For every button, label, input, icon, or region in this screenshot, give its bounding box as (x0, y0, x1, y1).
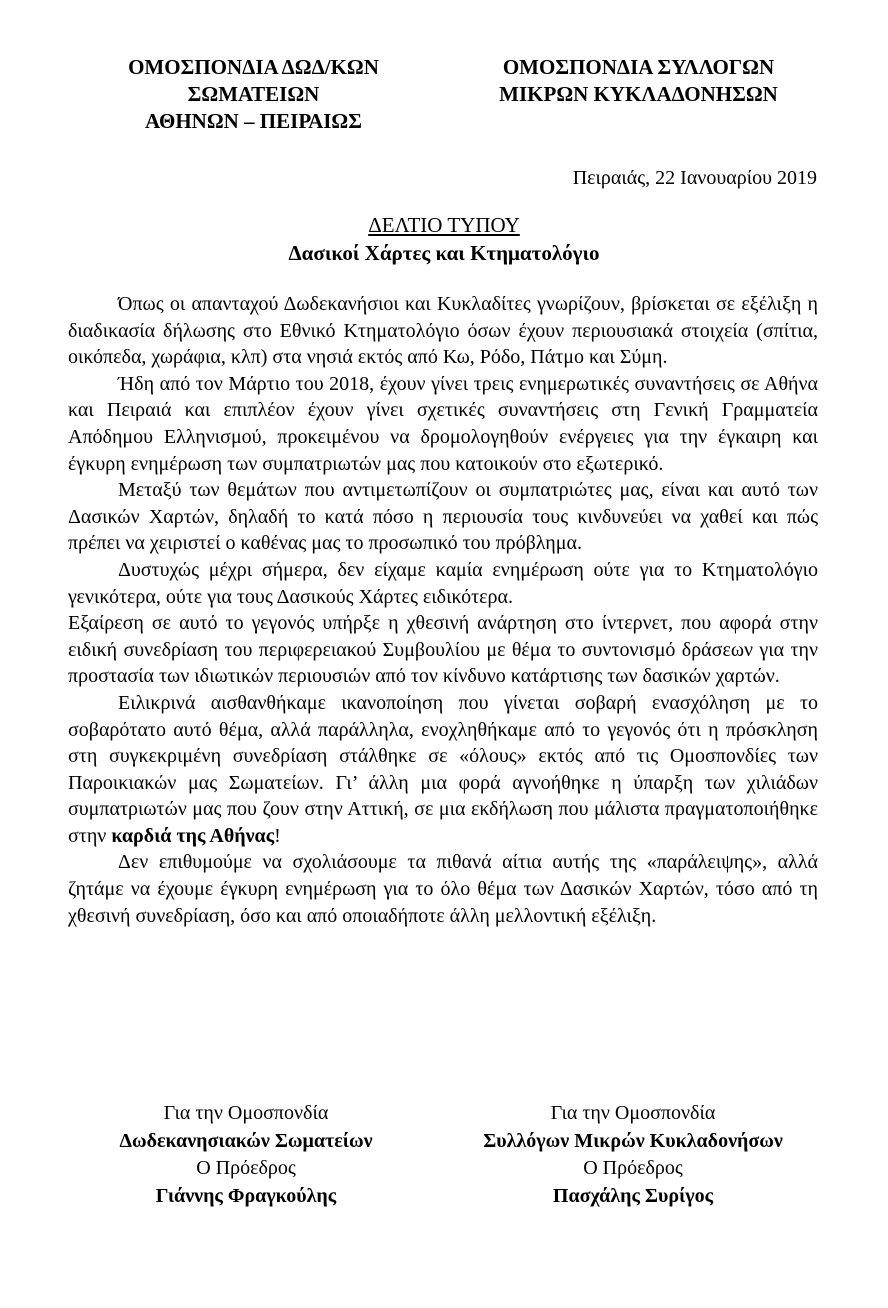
header-right-line: ΟΜΟΣΠΟΝΔΙΑ ΣΥΛΛΟΓΩΝ (502, 55, 775, 79)
header-right-federation (466, 54, 811, 108)
signature-role: Ο Πρόεδρος (583, 1157, 683, 1179)
body-paragraph (68, 690, 818, 850)
document-date: Πειραιάς, 22 Ιανουαρίου 2019 (572, 167, 817, 189)
emphasis-text: καρδιά της Αθήνας (111, 824, 275, 847)
paragraph-end: ! (274, 824, 281, 847)
body-paragraph: Δεν επιθυμούμε να σχολιάσουμε τα πιθανά αίτια αυτής της «παράλειψης», αλλά ζητάμε να έχουμε έγκυρη ενημέρωση για το όλο θέμα των Δασικών Χαρτών, τόσο από τη χθεσινή συνεδρίαση, όσο και από οποιαδήποτε άλλη μελλοντική εξέλιξη. (68, 851, 818, 927)
signature-organization: Δωδεκανησιακών Σωματείων (119, 1129, 373, 1152)
header-left-line: ΣΩΜΑΤΕΙΩΝ (187, 82, 320, 106)
body-paragraph: Δυστυχώς μέχρι σήμερα, δεν είχαμε καμία ενημέρωση ούτε για το Κτηματολόγιο γενικότερα, ούτε για τους Δασικούς Χάρτες ειδικότερα. (68, 558, 818, 608)
header-left-line: ΟΜΟΣΠΟΝΔΙΑ ΔΩΔ/ΚΩΝ (128, 55, 379, 79)
body-paragraph: Όπως οι απανταχού Δωδεκανήσιοι και Κυκλαδίτες γνωρίζουν, βρίσκεται σε εξέλιξη η διαδικασία δήλωσης στο Εθνικό Κτηματολόγιο όσων έχουν περιουσιακά στοιχεία (σπίτια, οικόπεδα, χωράφια, κλπ) στα νησιά εκτός από Κω, Ρόδο, Πάτμο και Σύμη. (68, 293, 818, 369)
body-paragraph: Ήδη από τον Μάρτιο του 2018, έχουν γίνει τρεις ενημερωτικές συναντήσεις σε Αθήνα και Πειραιά και επιπλέον έχουν γίνει σχετικές συναντήσεις στη Γενική Γραμματεία Απόδημου Ελληνισμού, προκειμένου να δρομολογηθούν ενέργειες για την έγκαιρη και έγκυρη ενημέρωση των συμπατριωτών μας που κατοικούν στο εξωτερικό. (68, 372, 818, 475)
header-left-line: ΑΘΗΝΩΝ – ΠΕΙΡΑΙΩΣ (145, 109, 362, 133)
signature-role: Ο Πρόεδρος (196, 1157, 296, 1179)
signature-for-line: Για την Ομοσπονδία (163, 1102, 329, 1124)
paragraph-text: Ειλικρινά αισθανθήκαμε ικανοποίηση που γίνεται σοβαρή ενασχόληση με το σοβαρότατο αυτό θέμα, αλλά παράλληλα, ενοχληθήκαμε από το γεγονός ότι η πρόσκληση στη συγκεκριμένη συνεδρίαση στάλθηκε σε «όλους» εκτός από τις Ομοσπονδίες των Παροικιακών μας Σωματείων. Γι’ άλλη μια φορά αγνοήθηκε η ύπαρξη των χιλιάδων συμπατριωτών μας που ζουν στην Αττική, σε μια εκδήλωση που μάλιστα πραγματοποιήθηκε στην (68, 691, 818, 847)
signature-for-line: Για την Ομοσπονδία (550, 1102, 716, 1124)
document-type-heading: ΔΕΛΤΙΟ ΤΥΠΟΥ (368, 213, 520, 237)
document-subject-heading: Δασικοί Χάρτες και Κτηματολόγιο (288, 241, 600, 265)
signature-organization: Συλλόγων Μικρών Κυκλαδονήσων (483, 1129, 783, 1152)
header-right-line: ΜΙΚΡΩΝ ΚΥΚΛΑΔΟΝΗΣΩΝ (499, 82, 778, 106)
body-paragraph: Μεταξύ των θεμάτων που αντιμετωπίζουν οι συμπατριώτες μας, είναι και αυτό των Δασικών Χαρτών, δηλαδή το κατά πόσο η περιουσία τους κινδυνεύει να χαθεί και πώς πρέπει να χειριστεί ο καθένας μας το προσωπικό του πρόβλημα. (68, 479, 818, 555)
signature-right (453, 1100, 813, 1210)
signature-left (86, 1100, 406, 1210)
document-body (68, 291, 818, 929)
signature-name: Γιάννης Φραγκούλης (155, 1184, 337, 1207)
header-left-federation (97, 54, 410, 135)
body-paragraph: Εξαίρεση σε αυτό το γεγονός υπήρξε η χθεσινή ανάρτηση στο ίντερνετ, που αφορά στην ειδική συνεδρίαση του περιφερειακού Συμβουλίου με θέμα το συντονισμό δράσεων για την προστασία των ιδιωτικών περιουσιών από τον κίνδυνο κατάρτισης των δασικών χαρτών. (68, 612, 818, 688)
signature-name: Πασχάλης Συρίγος (552, 1184, 714, 1207)
